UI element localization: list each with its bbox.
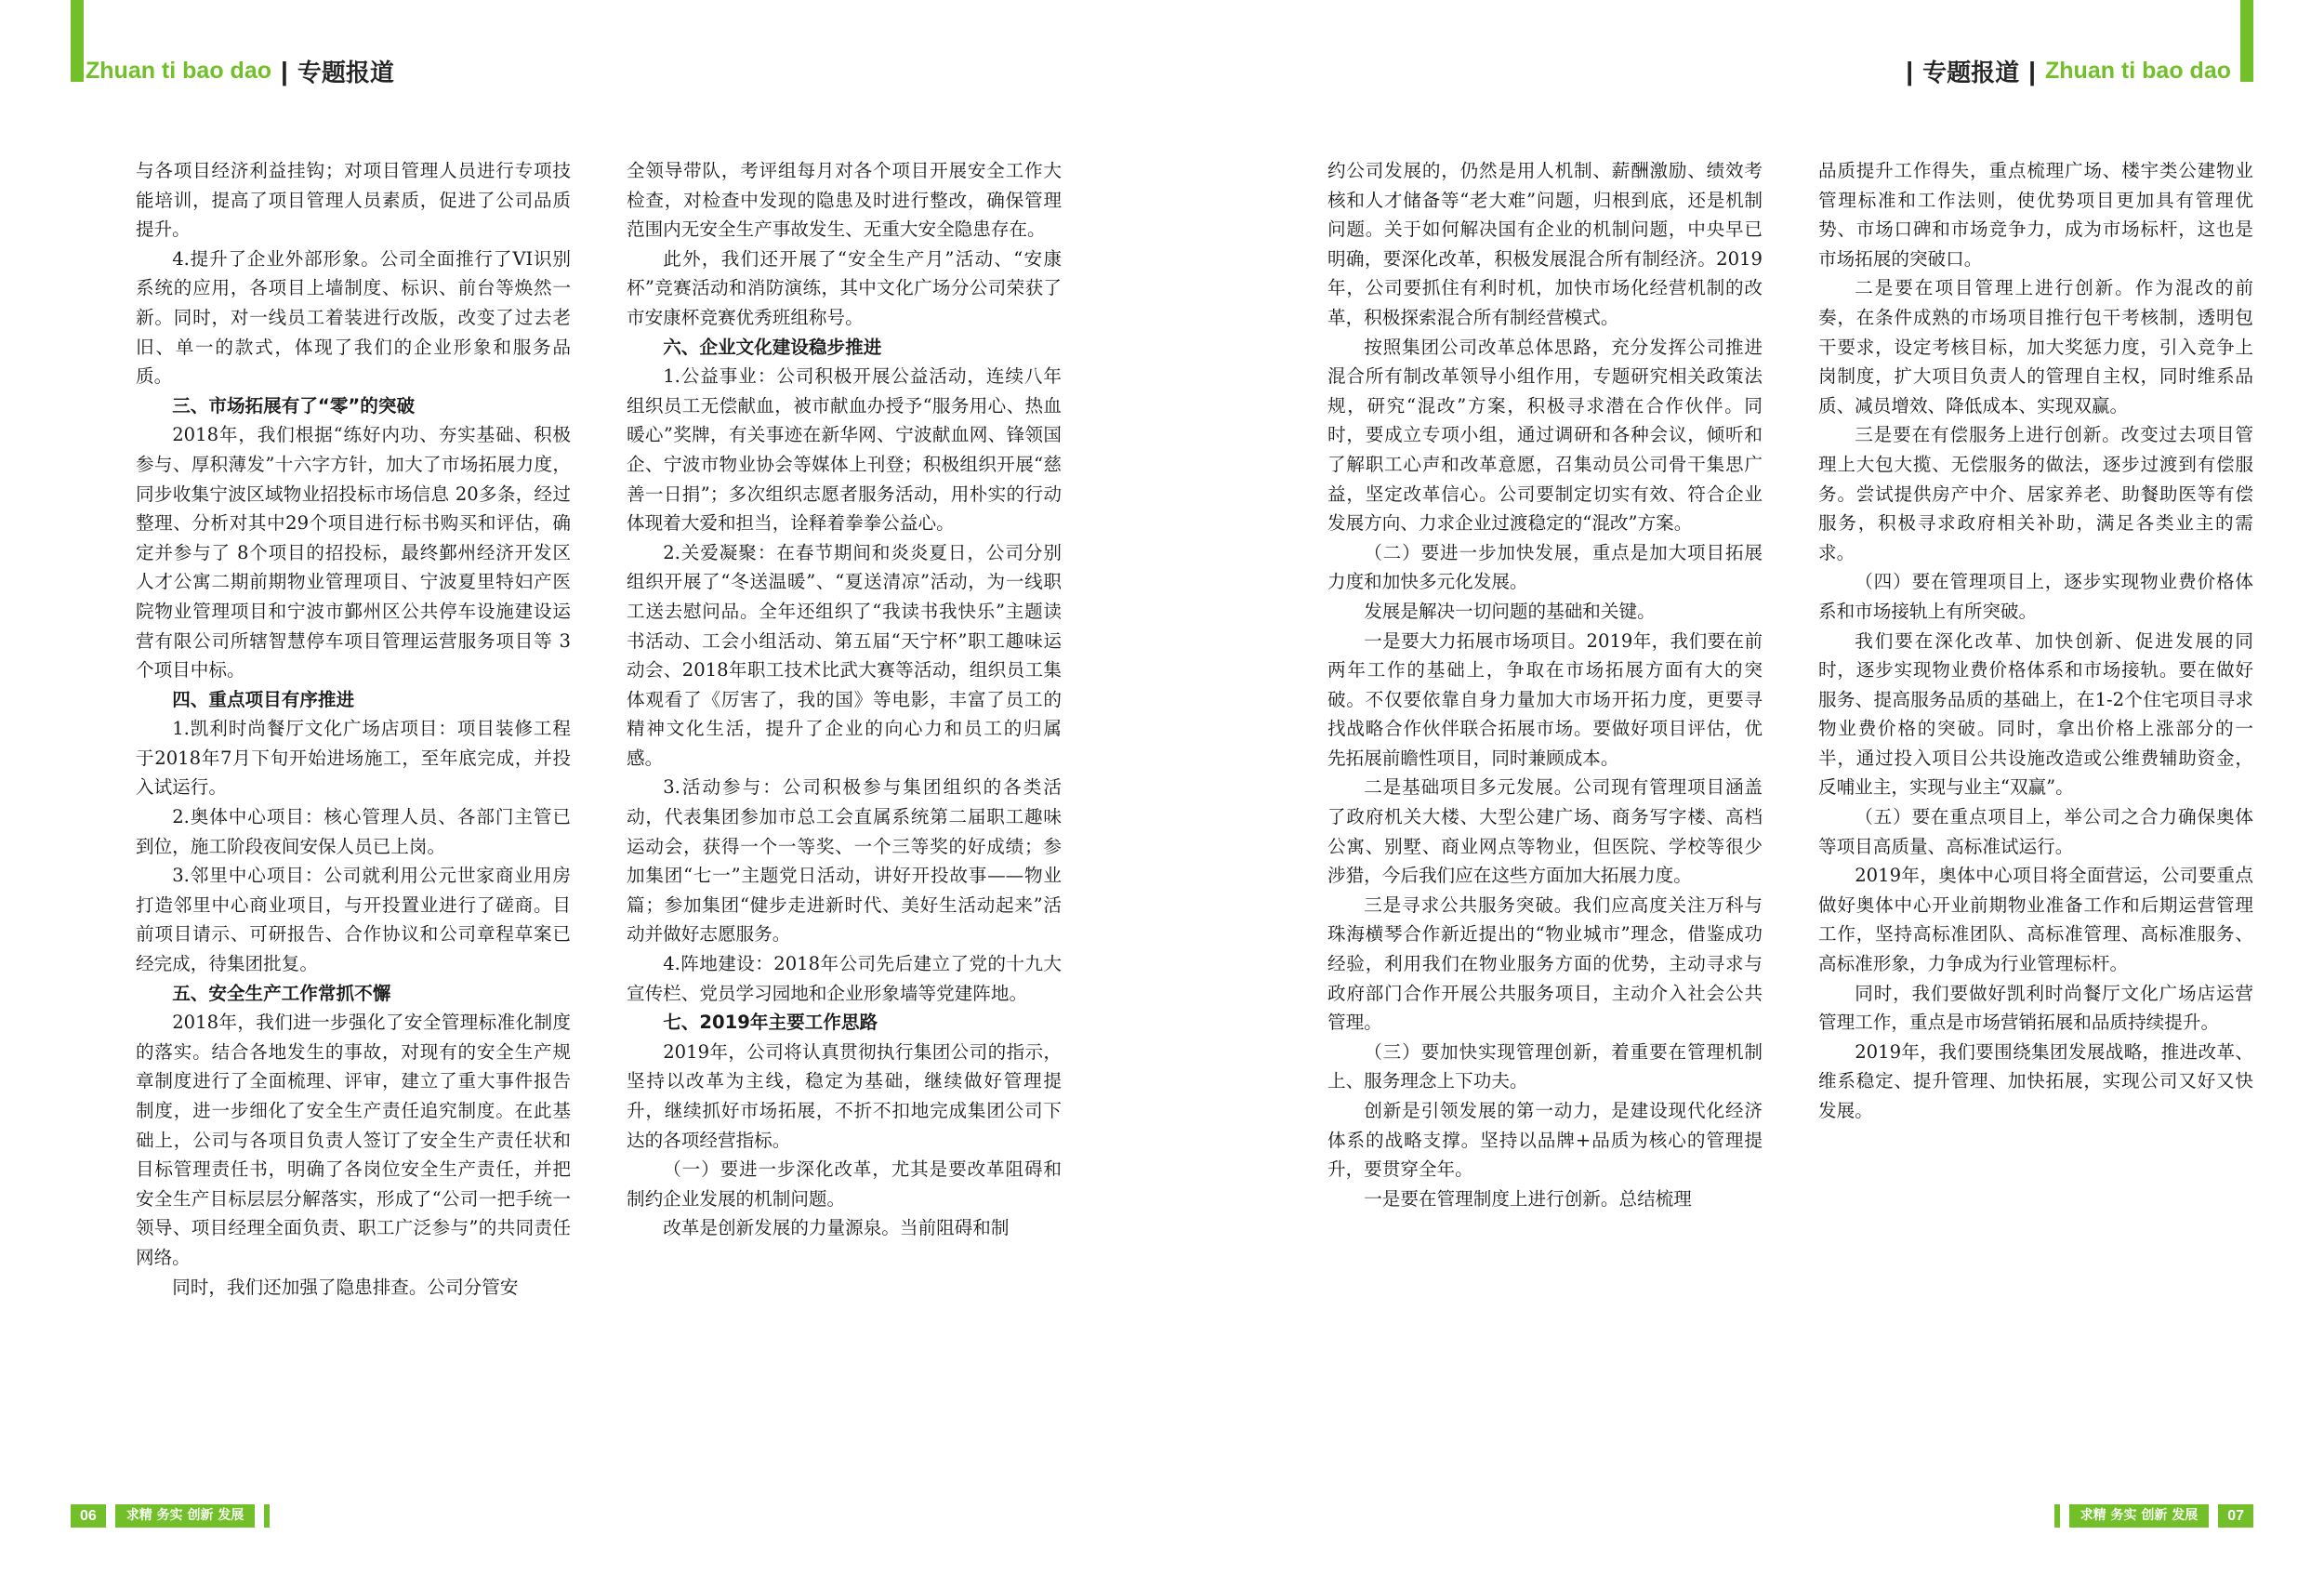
paragraph: 3.活动参与：公司积极参与集团组织的各类活动，代表集团参加市总工会直属系统第二届职工趣味运动会，获得一个一等奖、一个三等奖的好成绩；参加集团“七一”主题党日活动，讲好开投故事——物业篇；参加集团“健步走进新时代、美好生活动起来”活动并做好志愿服务。	[627, 776, 1062, 946]
paragraph: 4.提升了企业外部形象。公司全面推行了VI识别系统的应用，各项目上墙制度、标识、前台等焕然一新。同时，对一线员工着装进行改版，改变了过去老旧、单一的款式，体现了我们的企业形象和服务品质。	[136, 247, 571, 388]
paragraph: 一是要在管理制度上进行创新。总结梳理	[1364, 1187, 1692, 1210]
paragraph: 2.奥体中心项目：核心管理人员、各部门主管已到位，施工阶段夜间安保人员已上岗。	[136, 806, 571, 857]
paragraph: 4.阵地建设：2018年公司先后建立了党的十九大宣传栏、党员学习园地和企业形象墙等党建阵地。	[627, 953, 1062, 1004]
paragraph: 1.凯利时尚餐厅文化广场店项目：项目装修工程于2018年7月下旬开始进场施工，至年底完成，并投入试运行。	[136, 718, 571, 799]
paragraph: 二是要在项目管理上进行创新。作为混改的前奏，在条件成熟的市场项目推行包干考核制，透明包干要求，设定考核目标，加大奖惩力度，引入竞争上岗制度，扩大项目负责人的管理自主权，同时维系品质、减员增效、降低成本、实现双赢。	[1818, 277, 2253, 417]
text-column	[136, 156, 571, 1302]
paragraph: 三是寻求公共服务突破。我们应高度关注万科与珠海横琴合作新近提出的“物业城市”理念，借鉴成功经验，利用我们在物业服务方面的优势，主动寻求与政府部门合作开展公共服务项目，主动介入社会公共管理。	[1327, 893, 1763, 1034]
paragraph: 与各项目经济利益挂钩；对项目管理人员进行专项技能培训，提高了项目管理人员素质，促进了公司品质提升。	[136, 160, 571, 241]
section-heading: 六、企业文化建设稳步推进	[663, 336, 882, 358]
footer-accent	[264, 1504, 270, 1528]
paragraph: 三是要在有偿服务上进行创新。改变过去项目管理上大包大揽、无偿服务的做法，逐步过渡到有偿服务。尝试提供房产中介、居家养老、助餐助医等有偿服务，积极寻求政府相关补助，满足各类业主的需求。	[1818, 424, 2253, 563]
section-heading: 四、重点项目有序推进	[172, 688, 355, 710]
paragraph: （二）要进一步加快发展，重点是加大项目拓展力度和加快多元化发展。	[1327, 541, 1763, 593]
header-section-cn: 专题报道	[1922, 60, 2020, 87]
section-heading: 三、市场拓展有了“零”的突破	[172, 394, 416, 417]
page-header	[1906, 54, 2231, 88]
paragraph: 3.邻里中心项目：公司就利用公元世家商业用房打造邻里中心商业项目，与开投置业进行了磋商。目前项目请示、可研报告、合作协议和公司章程草案已经完成，待集团批复。	[136, 865, 571, 975]
paragraph: 创新是引领发展的第一动力，是建设现代化经济体系的战略支撑。坚持以品牌+品质为核心的管理提升，要贯穿全年。	[1327, 1100, 1763, 1181]
paragraph: 全领导带队，考评组每月对各个项目开展安全工作大检查，对检查中发现的隐患及时进行整改，确保管理范围内无安全生产事故发生、无重大安全隐患存在。	[627, 160, 1062, 241]
paragraph: 改革是创新发展的力量源泉。当前阻碍和制	[663, 1217, 1010, 1239]
header-divider: |	[2028, 56, 2036, 86]
paragraph: （一）要进一步深化改革，尤其是要改革阻碍和制约企业发展的机制问题。	[627, 1158, 1062, 1210]
paragraph: 2019年，公司将认真贯彻执行集团公司的指示，坚持以改革为主线，稳定为基础，继续做好管理提升，继续抓好市场拓展，不折不扣地完成集团公司下达的各项经营指标。	[627, 1040, 1062, 1151]
paragraph: 按照集团公司改革总体思路，充分发挥公司推进混合所有制改革领导小组作用，专题研究相关政策法规，研究“混改”方案，积极寻求潜在合作伙伴。同时，要成立专项小组，通过调研和各种会议，倾听和了解职工心声和改革意愿，召集动员公司骨干集思广益，坚定改革信心。公司要制定切实有效、符合企业发展方向、力求企业过渡稳定的“混改”方案。	[1327, 336, 1763, 535]
header-divider: |	[281, 56, 288, 86]
paragraph: 2019年，我们要围绕集团发展战略，推进改革、维系稳定、提升管理、加快拓展，实现公司又好又快发展。	[1818, 1040, 2253, 1121]
paragraph: 2019年，奥体中心项目将全面营运，公司要重点做好奥体中心开业前期物业准备工作和后期运营管理工作，坚持高标准团队、高标准管理、高标准服务、高标准形象，力争成为行业管理标杆。	[1818, 865, 2253, 975]
text-column	[627, 156, 1062, 1243]
paragraph: 同时，我们还加强了隐患排查。公司分管安	[172, 1276, 519, 1298]
footer-accent	[2054, 1504, 2060, 1528]
page-number: 06	[71, 1504, 106, 1528]
paragraph: 同时，我们要做好凯利时尚餐厅文化广场店运营管理工作，重点是市场营销拓展和品质持续提升。	[1818, 982, 2253, 1034]
paragraph: 我们要在深化改革、加快创新、促进发展的同时，逐步实现物业费价格体系和市场接轨。要在做好服务、提高服务品质的基础上，在1-2个住宅项目寻求物业费价格的突破。同时，拿出价格上涨部分的一半，通过投入项目公共设施改造或公维费辅助资金，反哺业主，实现与业主“双赢”。	[1818, 629, 2253, 799]
paragraph: 一是要大力拓展市场项目。2019年，我们要在前两年工作的基础上，争取在市场拓展方面有大的突破。不仅要依靠自身力量加大市场开拓力度，更要寻找战略合作伙伴联合拓展市场。要做好项目评估，优先拓展前瞻性项目，同时兼顾成本。	[1327, 629, 1763, 769]
page-footer	[2054, 1504, 2253, 1528]
footer-slogan: 求精 务实 创新 发展	[2069, 1504, 2210, 1528]
paragraph: 约公司发展的，仍然是用人机制、薪酬激励、绩效考核和人才储备等“老大难”问题，归根到底，还是机制问题。关于如何解决国有企业的机制问题，中央早已明确，要深化改革，积极发展混合所有制经济。2019年，公司要抓住有利时机，加快市场化经营机制的改革，积极探索混合所有制经营模式。	[1327, 160, 1763, 328]
paragraph: （五）要在重点项目上，举公司之合力确保奥体等项目高质量、高标准试运行。	[1818, 806, 2253, 857]
paragraph: 2.关爱凝聚：在春节期间和炎炎夏日，公司分别组织开展了“冬送温暖”、“夏送清凉”活动，为一线职工送去慰问品。全年还组织了“我读书我快乐”主题读书活动、工会小组活动、第五届“天宁杯”职工趣味运动会、2018年职工技术比武大赛等活动，组织员工集体观看了《厉害了，我的国》等电影，丰富了员工的精神文化生活，提升了企业的向心力和员工的归属感。	[627, 541, 1062, 769]
paragraph: 此外，我们还开展了“安全生产月”活动、“安康杯”竞赛活动和消防演练，其中文化广场分公司荣获了市安康杯竞赛优秀班组称号。	[627, 247, 1062, 328]
paragraph: （三）要加快实现管理创新，着重要在管理机制上、服务理念上下功夫。	[1327, 1040, 1763, 1092]
paragraph: （四）要在管理项目上，逐步实现物业费价格体系和市场接轨上有所突破。	[1818, 571, 2253, 622]
page-footer	[71, 1504, 270, 1528]
page-header	[86, 54, 394, 88]
page-number: 07	[2218, 1504, 2253, 1528]
footer-slogan: 求精 务实 创新 发展	[115, 1504, 256, 1528]
header-section-en: Zhuan ti bao dao	[86, 58, 271, 84]
header-section-cn: 专题报道	[297, 60, 394, 87]
paragraph: 二是基础项目多元发展。公司现有管理项目涵盖了政府机关大楼、大型公建广场、商务写字楼、高档公寓、别墅、商业网点等物业，但医院、学校等很少涉猎，今后我们应在这些方面加大拓展力度。	[1327, 776, 1763, 887]
paragraph: 1.公益事业：公司积极开展公益活动，连续八年组织员工无偿献血，被市献血办授予“服务用心、热血暖心”奖牌，有关事迹在新华网、宁波献血网、锋领国企、宁波市物业协会等媒体上刊登；积极组织开展“慈善一日捐”；多次组织志愿者服务活动，用朴实的行动体现着大爱和担当，诠释着拳拳公益心。	[627, 365, 1062, 535]
header-accent-bar	[2240, 0, 2253, 82]
paragraph: 2018年，我们根据“练好内功、夯实基础、积极参与、厚积薄发”十六字方针，加大了市场拓展力度，同步收集宁波区域物业招投标市场信息 20多条，经过整理、分析对其中29个项目进行标书购买和评估，确定并参与了 8个项目的招投标，最终鄞州经济开发区人才公寓二期前期物业管理项目、宁波夏里特妇产医院物业管理项目和宁波市鄞州区公共停车设施建设运营有限公司所辖智慧停车项目管理运营服务项目等 3个项目中标。	[136, 424, 571, 682]
paragraph: 2018年，我们进一步强化了安全管理标准化制度的落实。结合各地发生的事故，对现有的安全生产规章制度进行了全面梳理、评审，建立了重大事件报告制度，进一步细化了安全生产责任追究制度。在此基础上，公司与各项目负责人签订了安全生产责任状和目标管理责任书，明确了各岗位安全生产责任，并把安全生产目标层层分解落实，形成了“公司一把手统一领导、项目经理全面负责、职工广泛参与”的共同责任网络。	[136, 1012, 571, 1268]
text-column	[1327, 156, 1763, 1213]
text-column	[1818, 156, 2253, 1126]
section-heading: 五、安全生产工作常抓不懈	[172, 982, 391, 1004]
header-divider: |	[1906, 56, 1914, 86]
paragraph: 品质提升工作得失，重点梳理广场、楼宇类公建物业管理标准和工作法则，使优势项目更加具有管理优势、市场口碑和市场竞争力，成为市场标杆，这也是市场拓展的突破口。	[1818, 160, 2253, 270]
header-accent-bar	[71, 0, 84, 82]
paragraph: 发展是解决一切问题的基础和关键。	[1364, 600, 1656, 622]
right-page	[1162, 0, 2324, 1588]
section-heading: 七、2019年主要工作思路	[663, 1012, 878, 1034]
header-section-en: Zhuan ti bao dao	[2045, 58, 2231, 84]
